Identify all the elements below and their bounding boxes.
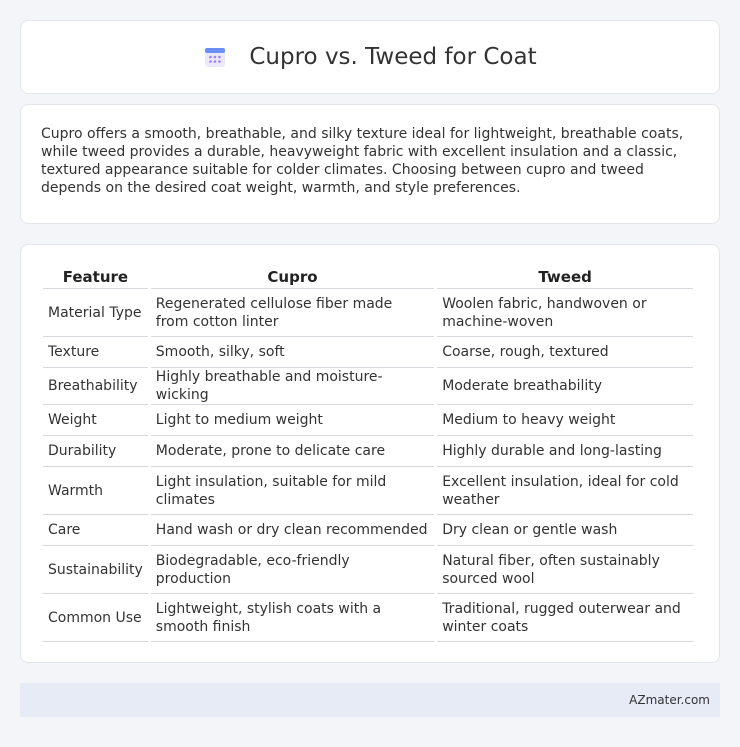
footer-site-name: AZmater.com bbox=[629, 693, 710, 707]
cell-cupro: Biodegradable, eco-friendly production bbox=[151, 546, 434, 594]
cell-cupro: Light to medium weight bbox=[151, 405, 434, 436]
page-title: Cupro vs. Tweed for Coat bbox=[249, 44, 537, 70]
cell-cupro: Moderate, prone to delicate care bbox=[151, 436, 434, 467]
footer-bar bbox=[20, 683, 720, 717]
table-row bbox=[43, 405, 693, 436]
title-card bbox=[20, 20, 720, 94]
cell-tweed: Highly durable and long-lasting bbox=[437, 436, 693, 467]
cell-cupro: Light insulation, suitable for mild climates bbox=[151, 467, 434, 515]
table-row bbox=[43, 467, 693, 515]
intro-card bbox=[20, 104, 720, 224]
cell-feature: Weight bbox=[43, 405, 148, 436]
cell-tweed: Medium to heavy weight bbox=[437, 405, 693, 436]
table-row bbox=[43, 594, 693, 642]
header-tweed: Tweed bbox=[437, 265, 693, 289]
cell-feature: Material Type bbox=[43, 289, 148, 337]
table-header-row bbox=[43, 265, 693, 289]
cell-feature: Care bbox=[43, 515, 148, 546]
cell-feature: Texture bbox=[43, 337, 148, 368]
cell-feature: Breathability bbox=[43, 368, 148, 405]
cell-feature: Sustainability bbox=[43, 546, 148, 594]
table-row bbox=[43, 515, 693, 546]
table-row bbox=[43, 289, 693, 337]
comparison-table-card bbox=[20, 244, 720, 663]
cell-tweed: Woolen fabric, handwoven or machine-woven bbox=[437, 289, 693, 337]
table-row bbox=[43, 436, 693, 467]
cell-tweed: Coarse, rough, textured bbox=[437, 337, 693, 368]
comparison-table bbox=[40, 265, 696, 642]
cell-tweed: Excellent insulation, ideal for cold weather bbox=[437, 467, 693, 515]
cell-feature: Durability bbox=[43, 436, 148, 467]
header-feature: Feature bbox=[43, 265, 148, 289]
table-row bbox=[43, 337, 693, 368]
cell-tweed: Natural fiber, often sustainably sourced wool bbox=[437, 546, 693, 594]
table-row bbox=[43, 546, 693, 594]
cell-cupro: Smooth, silky, soft bbox=[151, 337, 434, 368]
cell-tweed: Moderate breathability bbox=[437, 368, 693, 405]
intro-paragraph: Cupro offers a smooth, breathable, and silky texture ideal for lightweight, breathable coats, while tweed provides a durable, heavyweight fabric with excellent insulation and a classic, textured appearance suitable for colder climates. Choosing between cupro and tweed depends on the desired coat weight, warmth, and style preferences. bbox=[41, 126, 684, 196]
header-cupro: Cupro bbox=[151, 265, 434, 289]
cell-feature: Warmth bbox=[43, 467, 148, 515]
calendar-icon bbox=[203, 45, 227, 69]
cell-tweed: Traditional, rugged outerwear and winter coats bbox=[437, 594, 693, 642]
cell-cupro: Regenerated cellulose fiber made from cotton linter bbox=[151, 289, 434, 337]
cell-cupro: Highly breathable and moisture-wicking bbox=[151, 368, 434, 405]
cell-cupro: Hand wash or dry clean recommended bbox=[151, 515, 434, 546]
cell-tweed: Dry clean or gentle wash bbox=[437, 515, 693, 546]
cell-feature: Common Use bbox=[43, 594, 148, 642]
table-row bbox=[43, 368, 693, 405]
cell-cupro: Lightweight, stylish coats with a smooth finish bbox=[151, 594, 434, 642]
